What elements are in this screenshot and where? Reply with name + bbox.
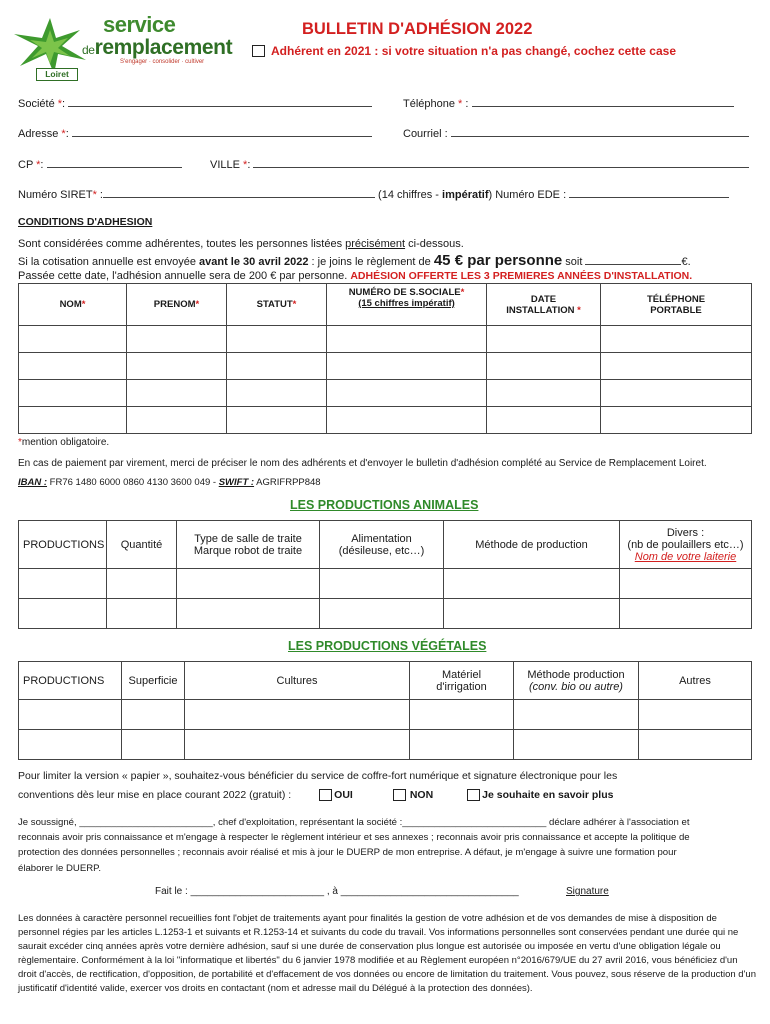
logo-region: Loiret	[36, 68, 78, 81]
col-nom: NOM*	[19, 284, 127, 326]
col-date-installation: DATE INSTALLATION *	[487, 284, 601, 326]
members-table	[18, 283, 752, 434]
col-alimentation: Alimentation (désileuse, etc…)	[320, 521, 444, 569]
conditions-line-1: Sont considérées comme adhérentes, toutes les personnes listées précisément ci-dessous.	[18, 238, 464, 250]
logo-tagline: S'engager · consolider · cultiver	[120, 59, 205, 65]
iban-line: IBAN : FR76 1480 6000 0860 4130 3600 049 - SWIFT : AGRIFRPP848	[18, 477, 321, 488]
conditions-line-3: Passée cette date, l'adhésion annuelle sera de 200 € par personne. ADHÉSION OFFERTE LES 3 PREMIERES ANNÉES D'INSTALLATION.	[18, 270, 693, 282]
renewal-checkbox-row	[252, 44, 676, 58]
logo-text-remplacement: deremplacement	[82, 36, 233, 59]
page-title: BULLETIN D'ADHÉSION 2022	[302, 20, 533, 38]
col-divers: Divers : (nb de poulaillers etc…) Nom de votre laiterie	[620, 521, 752, 569]
fait-le-field[interactable]: Fait le : ________________________ , à ________________________________	[155, 886, 519, 897]
table-row[interactable]	[19, 569, 752, 599]
societe-field[interactable]: Société *:	[18, 97, 372, 110]
engagement-line-1: Je soussigné, _________________________, chef d'exploitation, représentant la société :___________________________ déclare adhérer à l'association et	[18, 817, 690, 828]
table-row[interactable]	[19, 380, 752, 407]
table-row[interactable]	[19, 599, 752, 629]
renewal-checkbox[interactable]	[252, 45, 265, 57]
col-productions: PRODUCTIONS	[19, 521, 107, 569]
table-header-row	[19, 662, 752, 700]
col-salle-traite: Type de salle de traite Marque robot de traite	[177, 521, 320, 569]
table-row[interactable]	[19, 353, 752, 380]
vegetal-section-title: LES PRODUCTIONS VÉGÉTALES	[288, 639, 487, 653]
option-savoir[interactable]: Je souhaite en savoir plus	[467, 789, 613, 801]
conditions-line-2: Si la cotisation annuelle est envoyée avant le 30 avril 2022 : je joins le règlement de 45 € par personne soit €.	[18, 252, 691, 269]
col-statut: STATUT*	[227, 284, 327, 326]
col-prenom: PRENOM*	[127, 284, 227, 326]
logo-text-service: service	[103, 12, 176, 37]
conditions-heading: CONDITIONS D'ADHESION	[18, 216, 153, 228]
col-secu: NUMÉRO DE S.SOCIALE* (15 chiffres impératif)	[327, 284, 487, 326]
coffre-text-line-1: Pour limiter la version « papier », souhaitez-vous bénéficier du service de coffre-fort numérique et signature électronique pour les	[18, 770, 618, 782]
vegetal-table	[18, 661, 752, 760]
mandatory-note: *mention obligatoire.	[18, 437, 110, 448]
option-oui[interactable]: OUI	[319, 789, 353, 801]
col-cultures: Cultures	[185, 662, 410, 700]
ville-field[interactable]: VILLE *:	[210, 158, 749, 171]
telephone-field[interactable]: Téléphone * :	[403, 97, 734, 110]
checkbox-oui[interactable]	[319, 789, 332, 801]
col-productions: PRODUCTIONS	[19, 662, 122, 700]
animal-section-title: LES PRODUCTIONS ANIMALES	[290, 498, 479, 512]
col-methode: Méthode de production	[444, 521, 620, 569]
legal-notice: Les données à caractère personnel recueillies font l'objet de traitements ayant pour finalités la gestion de votre adhésion et de vos demandes de mise à disposition de personnel régies par les articles L.1253-1 et suivants et R.1253-14 et suivants du code du travail. Vos informations personnelles sont conservées pendant une durée qui ne saurait excéder cinq années après votre dernière adhésion, sauf si une durée de conservation plus longue est autorisée ou imposée en vertu d'une obligation légale ou règlementaire. Conformément à la loi "informatique et libertés" du 6 janvier 1978 modifiée et au Règlement européen n°2016/679/UE du 27 avril 2016, vous bénéficiez d'un droit d'accès, de rectification, d'opposition, de portabilité et d'effacement de vos données ou encore de limitation du traitement. Vous pouvez, sous réserve de la production d'un justificatif d'identité valide, exercer vos droits en contactant (nom et adresse mail du Délégué à la protection des données).	[18, 913, 756, 994]
adresse-field[interactable]: Adresse *:	[18, 127, 372, 140]
col-telephone: TÉLÉPHONE PORTABLE	[601, 284, 752, 326]
col-autres: Autres	[639, 662, 752, 700]
siret-field[interactable]: Numéro SIRET* : (14 chiffres - impératif) Numéro EDE :	[18, 188, 729, 201]
renewal-checkbox-label: Adhérent en 2021 : si votre situation n'a pas changé, cochez cette case	[271, 44, 676, 58]
logo	[10, 12, 233, 80]
col-quantite: Quantité	[107, 521, 177, 569]
col-methode: Méthode production (conv. bio ou autre)	[514, 662, 639, 700]
signature-label: Signature	[566, 886, 609, 897]
engagement-line-3: protection des données personnelles ; reconnais avoir réalisé et mis à jour le DUERP de mon entreprise. A défaut, je m'engage à suivre une formation pour	[18, 847, 677, 859]
option-non[interactable]: NON	[393, 789, 433, 801]
courriel-field[interactable]: Courriel :	[403, 127, 749, 140]
engagement-line-2: reconnais avoir pris connaissance et m'engage à respecter le règlement intérieur et ses annexes ; reconnais avoir pris connaissance et accepte la politique de	[18, 832, 690, 844]
table-header-row	[19, 284, 752, 326]
table-header-row	[19, 521, 752, 569]
star-leaf-icon	[10, 16, 90, 76]
table-row[interactable]	[19, 730, 752, 760]
table-row[interactable]	[19, 407, 752, 434]
table-row[interactable]	[19, 700, 752, 730]
coffre-options-row: conventions dès leur mise en place courant 2022 (gratuit) : OUI NON Je souhaite en savoir plus	[18, 789, 614, 801]
virement-note: En cas de paiement par virement, merci de préciser le nom des adhérents et d'envoyer le bulletin d'adhésion complété au Service de Remplacement Loiret.	[18, 458, 707, 469]
animal-table	[18, 520, 752, 629]
engagement-line-4: élaborer le DUERP.	[18, 862, 102, 874]
col-superficie: Superficie	[122, 662, 185, 700]
col-materiel: Matériel d'irrigation	[410, 662, 514, 700]
checkbox-non[interactable]	[393, 789, 406, 801]
table-row[interactable]	[19, 326, 752, 353]
cp-field[interactable]: CP *:	[18, 158, 182, 171]
checkbox-savoir[interactable]	[467, 789, 480, 801]
engagement-text	[18, 815, 754, 876]
